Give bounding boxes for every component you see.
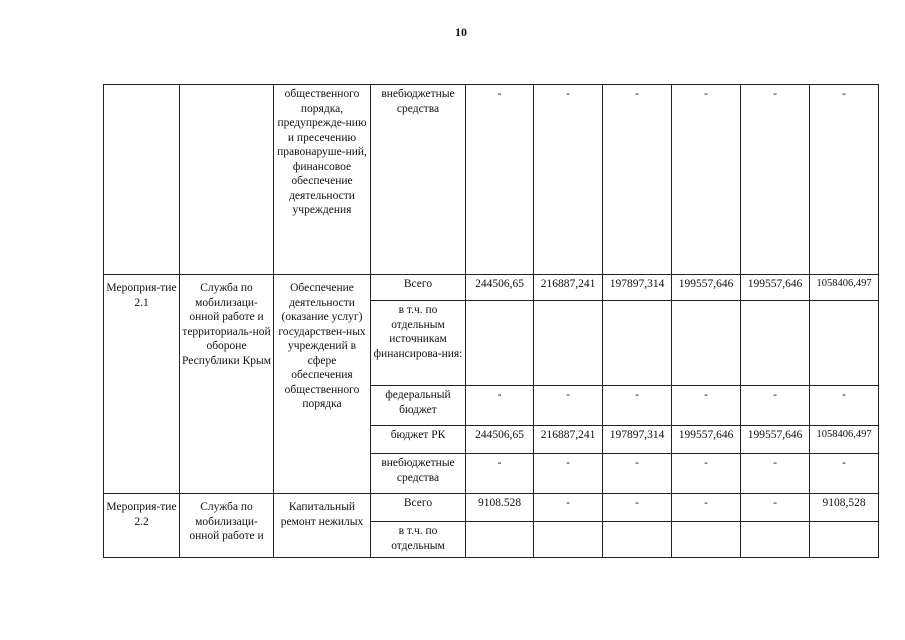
- value-cell: 197897,314: [603, 426, 672, 454]
- value-cell: [534, 301, 603, 386]
- value-cell: 199557,646: [672, 275, 741, 301]
- event-cell: Мероприя-тие 2.2: [104, 494, 180, 558]
- value-cell: [466, 522, 534, 558]
- value-cell: -: [534, 386, 603, 426]
- value-cell: -: [603, 85, 672, 275]
- event-name-cell: Капитальный ремонт нежилых: [274, 494, 371, 558]
- event-cell: Мероприя-тие 2.1: [104, 275, 180, 494]
- value-cell: -: [466, 454, 534, 494]
- value-cell: 244506,65: [466, 275, 534, 301]
- event-name-cell: Обеспечение деятельности (оказание услуг) государствен-ных учреждений в сфере обеспечения общественного порядка: [274, 275, 371, 494]
- source-cell: Всего: [371, 275, 466, 301]
- value-cell: [603, 522, 672, 558]
- value-cell: -: [810, 386, 879, 426]
- value-cell: [672, 301, 741, 386]
- table-row: [104, 85, 879, 275]
- source-cell: внебюджетные средства: [371, 454, 466, 494]
- table-row: [104, 275, 879, 301]
- source-cell: в т.ч. по отдельным: [371, 522, 466, 558]
- value-cell: -: [741, 494, 810, 522]
- value-cell: 9108.528: [466, 494, 534, 522]
- executor-cell: Служба по мобилизаци-онной работе и территориаль-ной обороне Республики Крым: [180, 275, 274, 494]
- value-cell: 199557,646: [741, 426, 810, 454]
- value-cell: [810, 522, 879, 558]
- value-cell: 1058406,497: [810, 426, 879, 454]
- value-cell: -: [603, 386, 672, 426]
- value-cell: 197897,314: [603, 275, 672, 301]
- value-cell: -: [466, 85, 534, 275]
- value-cell: 199557,646: [672, 426, 741, 454]
- value-cell: -: [672, 386, 741, 426]
- source-cell: Всего: [371, 494, 466, 522]
- value-cell: 1058406,497: [810, 275, 879, 301]
- value-cell: [810, 301, 879, 386]
- event-cell: [104, 85, 180, 275]
- source-cell: внебюджетные средства: [371, 85, 466, 275]
- value-cell: -: [741, 85, 810, 275]
- value-cell: -: [534, 494, 603, 522]
- value-cell: -: [810, 85, 879, 275]
- table-row: [104, 494, 879, 522]
- source-cell: бюджет РК: [371, 426, 466, 454]
- value-cell: -: [672, 85, 741, 275]
- value-cell: -: [534, 454, 603, 494]
- value-cell: -: [672, 494, 741, 522]
- executor-cell: Служба по мобилизаци-онной работе и: [180, 494, 274, 558]
- value-cell: -: [603, 454, 672, 494]
- value-cell: [741, 522, 810, 558]
- value-cell: -: [741, 386, 810, 426]
- executor-cell: [180, 85, 274, 275]
- value-cell: -: [466, 386, 534, 426]
- value-cell: 216887,241: [534, 426, 603, 454]
- value-cell: [741, 301, 810, 386]
- value-cell: 216887,241: [534, 275, 603, 301]
- value-cell: -: [741, 454, 810, 494]
- value-cell: -: [810, 454, 879, 494]
- source-cell: федеральный бюджет: [371, 386, 466, 426]
- funding-table: [103, 84, 879, 558]
- value-cell: [603, 301, 672, 386]
- value-cell: -: [534, 85, 603, 275]
- value-cell: -: [672, 454, 741, 494]
- value-cell: -: [603, 494, 672, 522]
- source-cell: в т.ч. по отдельным источникам финансирова-ния:: [371, 301, 466, 386]
- page-number: 10: [455, 25, 467, 39]
- value-cell: [466, 301, 534, 386]
- value-cell: 199557,646: [741, 275, 810, 301]
- value-cell: 9108,528: [810, 494, 879, 522]
- value-cell: [534, 522, 603, 558]
- event-name-cell: общественного порядка, предупрежде-нию и пресечению правонаруше-ний, финансовое обеспечение деятельности учреждения: [274, 85, 371, 275]
- value-cell: [672, 522, 741, 558]
- value-cell: 244506,65: [466, 426, 534, 454]
